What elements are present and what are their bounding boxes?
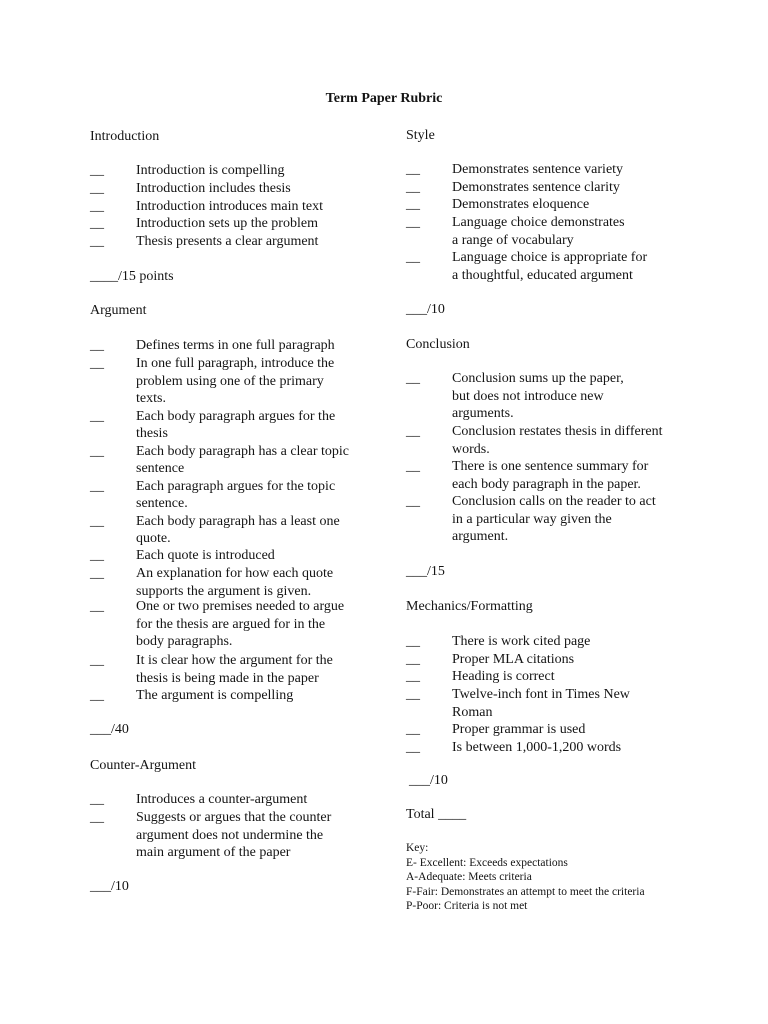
criterion-line: There is work cited page (452, 634, 591, 649)
criterion-text (136, 687, 293, 705)
conclusion-checklist (406, 370, 696, 550)
page-title: Term Paper Rubric (325, 91, 443, 106)
criterion-line: Introduction sets up the problem (136, 216, 318, 231)
argument-score: ___/40 (90, 722, 129, 737)
score-blank: __ (90, 653, 104, 668)
criterion-text (136, 443, 349, 478)
criterion-text (136, 180, 291, 198)
score-blank: __ (90, 233, 104, 249)
score-blank: __ (406, 162, 420, 177)
criterion-line: body paragraphs. (136, 634, 233, 649)
key-line-poor: P-Poor: Criteria is not met (406, 900, 528, 912)
criterion-line: main argument of the paper (136, 845, 291, 860)
section-heading-style: Style (406, 128, 435, 143)
criterion-line: arguments. (452, 406, 514, 421)
criterion-text (136, 408, 335, 443)
criterion-line: Is between 1,000-1,200 words (452, 739, 622, 755)
score-blank: __ (90, 599, 104, 614)
criterion-line: each body paragraph in the paper. (452, 476, 641, 492)
criterion-line: but does not introduce new (452, 388, 604, 404)
score-blank: __ (90, 478, 104, 494)
criterion-text (452, 161, 623, 179)
criterion-line: Twelve-inch font in Times New (452, 687, 630, 702)
score-blank: __ (90, 548, 104, 563)
criterion-line: in a particular way given the (452, 511, 612, 527)
score-blank: __ (406, 722, 420, 737)
criterion-line: a thoughtful, educated argument (452, 267, 633, 283)
criterion-text (136, 791, 307, 809)
score-blank: __ (90, 810, 104, 825)
criterion-line: thesis (136, 426, 168, 441)
criterion-text (452, 196, 589, 214)
criterion-line: Language choice is appropriate for (452, 250, 648, 265)
score-blank: __ (406, 669, 420, 684)
criterion-text (136, 513, 340, 548)
criterion-line: sentence. (136, 496, 188, 511)
score-blank: __ (406, 739, 420, 755)
score-blank: __ (406, 459, 420, 474)
criterion-text (136, 355, 334, 408)
counter-argument-checklist (90, 791, 380, 866)
criterion-line: In one full paragraph, introduce the (136, 356, 335, 371)
mechanics-checklist (406, 633, 696, 758)
score-blank: __ (90, 216, 104, 231)
criterion-line: a range of vocabulary (452, 232, 574, 248)
criterion-line: Demonstrates sentence variety (452, 162, 624, 177)
criterion-line: words. (452, 441, 490, 457)
criterion-text (452, 633, 590, 651)
introduction-score: ____/15 points (90, 269, 174, 284)
score-blank: __ (406, 634, 420, 649)
criterion-line: Roman (452, 704, 493, 720)
total-score: Total ____ (406, 807, 467, 822)
criterion-line: Each body paragraph argues for the (136, 408, 336, 424)
introduction-checklist (90, 162, 380, 262)
score-blank: __ (90, 408, 104, 424)
criterion-text (452, 214, 625, 249)
criterion-line: Proper MLA citations (452, 652, 575, 667)
criterion-text (452, 739, 621, 757)
criterion-text (452, 651, 574, 669)
criterion-line: problem using one of the primary (136, 373, 324, 389)
criterion-line: Proper grammar is used (452, 722, 586, 737)
criterion-line: Each quote is introduced (136, 548, 275, 563)
score-blank: __ (90, 792, 104, 807)
criterion-line: argument. (452, 529, 509, 544)
score-blank: __ (406, 424, 420, 439)
section-heading-conclusion: Conclusion (406, 337, 470, 352)
criterion-line: Each body paragraph has a clear topic (136, 443, 350, 459)
score-blank: __ (406, 371, 420, 386)
score-blank: __ (90, 443, 104, 459)
score-blank: __ (406, 215, 420, 230)
score-blank: __ (90, 198, 104, 214)
criterion-text (452, 423, 662, 458)
key-line-excellent: E- Excellent: Exceeds expectations (406, 856, 568, 869)
criterion-text (136, 233, 318, 251)
argument-checklist (90, 337, 380, 712)
criterion-text (452, 493, 656, 546)
criterion-text (136, 162, 285, 180)
criterion-line: texts. (136, 391, 166, 406)
criterion-text (136, 337, 335, 355)
score-blank: __ (406, 180, 420, 195)
score-blank: __ (90, 513, 104, 529)
counter-argument-score: ___/10 (90, 879, 129, 894)
score-blank: __ (406, 494, 420, 509)
criterion-text (452, 370, 624, 423)
criterion-text (452, 721, 585, 739)
style-score: ___/10 (406, 302, 445, 317)
mechanics-score: ___/10 (409, 773, 448, 788)
score-blank: __ (90, 163, 104, 178)
score-blank: __ (90, 338, 104, 353)
score-blank: __ (90, 688, 104, 703)
criterion-line: It is clear how the argument for the (136, 653, 333, 668)
score-blank: __ (406, 250, 420, 265)
criterion-line: sentence (136, 461, 185, 476)
criterion-line: An explanation for how each quote (136, 566, 334, 581)
criterion-line: Heading is correct (452, 669, 555, 684)
criterion-line: There is one sentence summary for (452, 459, 649, 474)
criterion-line: Demonstrates sentence clarity (452, 180, 620, 195)
criterion-text (136, 652, 333, 687)
criterion-text (452, 686, 630, 721)
conclusion-score: ___/15 (406, 564, 445, 579)
criterion-text (452, 458, 648, 493)
score-blank: __ (406, 687, 420, 702)
criterion-text (136, 809, 331, 862)
criterion-text (452, 668, 555, 686)
criterion-line: Conclusion calls on the reader to act (452, 494, 656, 509)
criterion-line: Thesis presents a clear argument (136, 233, 319, 249)
score-blank: __ (90, 566, 104, 581)
criterion-line: Introduces a counter-argument (136, 792, 308, 807)
criterion-line: thesis is being made in the paper (136, 670, 319, 686)
criterion-line: Conclusion sums up the paper, (452, 371, 624, 386)
section-heading-mechanics: Mechanics/Formatting (406, 599, 533, 614)
key-line-fair: F-Fair: Demonstrates an attempt to meet the criteria (406, 885, 645, 898)
criterion-line: Introduction introduces main text (136, 198, 324, 214)
criterion-line: argument does not undermine the (136, 827, 324, 843)
criterion-line: Conclusion restates thesis in different (452, 424, 663, 439)
criterion-line: supports the argument is given. (136, 583, 312, 599)
score-blank: __ (90, 181, 104, 196)
criterion-line: Introduction is compelling (136, 163, 285, 178)
criterion-text (136, 478, 335, 513)
criterion-line: Suggests or argues that the counter (136, 810, 332, 825)
criterion-text (136, 198, 323, 216)
score-blank: __ (406, 197, 420, 212)
criterion-text (452, 179, 620, 197)
section-heading-argument: Argument (90, 303, 147, 318)
criterion-line: Language choice demonstrates (452, 215, 625, 230)
criterion-line: The argument is compelling (136, 688, 294, 703)
criterion-text (452, 249, 647, 284)
criterion-line: quote. (136, 531, 171, 546)
criterion-text (136, 215, 318, 233)
criterion-line: for the thesis are argued for in the (136, 616, 326, 632)
criterion-line: Introduction includes thesis (136, 181, 291, 196)
criterion-text (136, 547, 275, 565)
score-blank: __ (406, 652, 420, 667)
key-line-adequate: A-Adequate: Meets criteria (406, 871, 532, 883)
criterion-text (136, 598, 344, 651)
score-blank: __ (90, 356, 104, 371)
style-checklist (406, 161, 696, 286)
criterion-line: Each body paragraph has a least one (136, 513, 340, 529)
criterion-line: Defines terms in one full paragraph (136, 338, 335, 353)
criterion-text (136, 565, 333, 600)
criterion-line: Demonstrates eloquence (452, 197, 590, 212)
key-heading: Key: (406, 842, 429, 854)
section-heading-counter-argument: Counter-Argument (90, 758, 196, 773)
criterion-line: Each paragraph argues for the topic (136, 478, 336, 494)
section-heading-introduction: Introduction (90, 129, 160, 144)
criterion-line: One or two premises needed to argue (136, 599, 345, 614)
